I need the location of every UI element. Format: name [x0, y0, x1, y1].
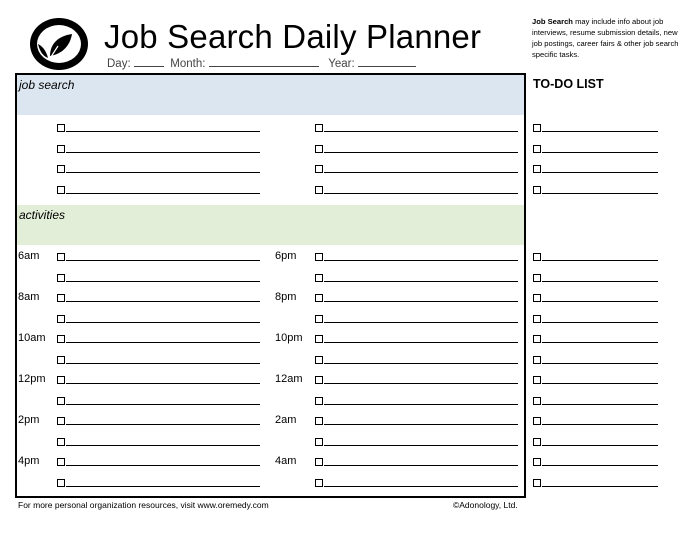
todo-item[interactable]	[533, 251, 659, 265]
checkbox[interactable]	[57, 356, 65, 364]
write-line[interactable]	[324, 445, 518, 446]
write-line[interactable]	[66, 383, 260, 384]
checkbox[interactable]	[57, 376, 65, 384]
write-line[interactable]	[324, 383, 518, 384]
write-line[interactable]	[324, 404, 518, 405]
job-search-note	[532, 16, 682, 60]
todo-item[interactable]	[533, 122, 659, 136]
day-label: Day:	[107, 58, 131, 70]
write-line[interactable]	[324, 342, 518, 343]
activity-slot-right[interactable]	[315, 313, 519, 327]
activity-slot-right[interactable]	[315, 272, 519, 286]
checkbox[interactable]	[315, 124, 323, 132]
todo-item[interactable]	[533, 143, 659, 157]
checkbox[interactable]	[315, 186, 323, 194]
checkbox[interactable]	[57, 124, 65, 132]
write-line[interactable]	[66, 193, 260, 194]
write-line[interactable]	[66, 445, 260, 446]
footer-resources: For more personal organization resources, visit www.oremedy.com	[18, 500, 269, 510]
checkbox[interactable]	[533, 335, 541, 343]
checkbox[interactable]	[315, 479, 323, 487]
checkbox[interactable]	[57, 417, 65, 425]
activity-slot-left[interactable]	[57, 477, 261, 491]
todo-item[interactable]	[533, 272, 659, 286]
job-search-task-right[interactable]	[315, 163, 519, 177]
job-search-task-right[interactable]	[315, 143, 519, 157]
time-label-left: 2pm	[18, 414, 40, 426]
todo-item[interactable]	[533, 313, 659, 327]
leaf-logo-icon	[28, 16, 90, 72]
write-line[interactable]	[66, 301, 260, 302]
checkbox[interactable]	[533, 458, 541, 466]
checkbox[interactable]	[315, 397, 323, 405]
write-line[interactable]	[324, 424, 518, 425]
checkbox[interactable]	[57, 186, 65, 194]
checkbox[interactable]	[315, 335, 323, 343]
checkbox[interactable]	[533, 376, 541, 384]
activity-slot-right[interactable]	[315, 251, 519, 265]
checkbox[interactable]	[57, 438, 65, 446]
time-label-right: 8pm	[275, 291, 297, 303]
job-search-task-left[interactable]	[57, 163, 261, 177]
write-line[interactable]	[542, 172, 658, 173]
time-label-left: 10am	[18, 332, 46, 344]
write-line[interactable]	[324, 193, 518, 194]
todo-item[interactable]	[533, 354, 659, 368]
checkbox[interactable]	[533, 165, 541, 173]
activity-slot-left[interactable]	[57, 374, 261, 388]
checkbox[interactable]	[315, 356, 323, 364]
write-line[interactable]	[542, 465, 658, 466]
write-line[interactable]	[324, 301, 518, 302]
write-line[interactable]	[542, 342, 658, 343]
checkbox[interactable]	[533, 356, 541, 364]
write-line[interactable]	[66, 363, 260, 364]
activity-slot-right[interactable]	[315, 354, 519, 368]
write-line[interactable]	[542, 322, 658, 323]
month-field[interactable]	[209, 56, 319, 67]
write-line[interactable]	[324, 131, 518, 132]
write-line[interactable]	[66, 131, 260, 132]
write-line[interactable]	[542, 193, 658, 194]
time-label-right: 10pm	[275, 332, 303, 344]
activity-slot-left[interactable]	[57, 272, 261, 286]
checkbox[interactable]	[533, 186, 541, 194]
checkbox[interactable]	[533, 253, 541, 261]
checkbox[interactable]	[57, 397, 65, 405]
activity-slot-left[interactable]	[57, 333, 261, 347]
checkbox[interactable]	[57, 165, 65, 173]
write-line[interactable]	[542, 281, 658, 282]
month-label: Month:	[170, 58, 206, 70]
job-search-task-left[interactable]	[57, 143, 261, 157]
write-line[interactable]	[66, 172, 260, 173]
time-label-right: 2am	[275, 414, 297, 426]
write-line[interactable]	[542, 131, 658, 132]
checkbox[interactable]	[533, 145, 541, 153]
job-search-heading: job search	[19, 78, 75, 92]
checkbox[interactable]	[533, 479, 541, 487]
write-line[interactable]	[542, 363, 658, 364]
activity-slot-left[interactable]	[57, 251, 261, 265]
activity-slot-left[interactable]	[57, 395, 261, 409]
todo-item[interactable]	[533, 292, 659, 306]
write-line[interactable]	[542, 445, 658, 446]
checkbox[interactable]	[57, 315, 65, 323]
todo-item[interactable]	[533, 456, 659, 470]
activity-slot-right[interactable]	[315, 477, 519, 491]
write-line[interactable]	[542, 301, 658, 302]
activity-slot-right[interactable]	[315, 436, 519, 450]
time-label-left: 12pm	[18, 373, 46, 385]
write-line[interactable]	[324, 260, 518, 261]
write-line[interactable]	[66, 342, 260, 343]
footer-copyright: ©Adonology, Ltd.	[453, 500, 518, 510]
time-label-left: 6am	[18, 250, 40, 262]
time-label-right: 12am	[275, 373, 303, 385]
checkbox[interactable]	[533, 315, 541, 323]
activity-slot-right[interactable]	[315, 374, 519, 388]
checkbox[interactable]	[57, 335, 65, 343]
write-line[interactable]	[324, 172, 518, 173]
checkbox[interactable]	[315, 458, 323, 466]
activity-slot-left[interactable]	[57, 436, 261, 450]
todo-item[interactable]	[533, 436, 659, 450]
checkbox[interactable]	[533, 294, 541, 302]
todo-item[interactable]	[533, 163, 659, 177]
checkbox[interactable]	[315, 438, 323, 446]
note-text: may include info about job interviews, resume submission details, new job postings, career fairs & other job search specific tasks.	[532, 17, 679, 59]
activity-slot-right[interactable]	[315, 333, 519, 347]
activity-slot-left[interactable]	[57, 415, 261, 429]
activity-slot-right[interactable]	[315, 415, 519, 429]
write-line[interactable]	[66, 281, 260, 282]
write-line[interactable]	[66, 404, 260, 405]
write-line[interactable]	[542, 404, 658, 405]
activity-slot-right[interactable]	[315, 395, 519, 409]
time-label-right: 4am	[275, 455, 297, 467]
job-search-task-right[interactable]	[315, 184, 519, 198]
write-line[interactable]	[324, 486, 518, 487]
todo-item[interactable]	[533, 184, 659, 198]
activities-heading: activities	[19, 208, 66, 222]
write-line[interactable]	[324, 322, 518, 323]
checkbox[interactable]	[315, 315, 323, 323]
todo-item[interactable]	[533, 333, 659, 347]
checkbox[interactable]	[533, 397, 541, 405]
job-search-task-left[interactable]	[57, 122, 261, 136]
todo-item[interactable]	[533, 415, 659, 429]
checkbox[interactable]	[57, 253, 65, 261]
checkbox[interactable]	[57, 274, 65, 282]
checkbox[interactable]	[533, 438, 541, 446]
job-search-task-left[interactable]	[57, 184, 261, 198]
write-line[interactable]	[66, 322, 260, 323]
day-field[interactable]	[134, 56, 164, 67]
time-label-left: 4pm	[18, 455, 40, 467]
write-line[interactable]	[542, 260, 658, 261]
job-search-task-right[interactable]	[315, 122, 519, 136]
checkbox[interactable]	[315, 253, 323, 261]
write-line[interactable]	[542, 486, 658, 487]
checkbox[interactable]	[315, 145, 323, 153]
activity-slot-left[interactable]	[57, 456, 261, 470]
write-line[interactable]	[66, 260, 260, 261]
write-line[interactable]	[66, 486, 260, 487]
checkbox[interactable]	[533, 274, 541, 282]
checkbox[interactable]	[315, 417, 323, 425]
checkbox[interactable]	[315, 165, 323, 173]
checkbox[interactable]	[533, 417, 541, 425]
checkbox[interactable]	[57, 458, 65, 466]
todo-heading: TO-DO LIST	[533, 77, 604, 91]
activity-slot-left[interactable]	[57, 354, 261, 368]
activity-slot-right[interactable]	[315, 292, 519, 306]
year-label: Year:	[328, 58, 355, 70]
write-line[interactable]	[324, 152, 518, 153]
page-title: Job Search Daily Planner	[104, 18, 482, 55]
time-label-right: 6pm	[275, 250, 297, 262]
write-line[interactable]	[542, 424, 658, 425]
activity-slot-left[interactable]	[57, 313, 261, 327]
checkbox[interactable]	[57, 145, 65, 153]
write-line[interactable]	[542, 152, 658, 153]
date-fields	[107, 56, 416, 70]
year-field[interactable]	[358, 56, 416, 67]
write-line[interactable]	[66, 152, 260, 153]
todo-item[interactable]	[533, 374, 659, 388]
checkbox[interactable]	[57, 294, 65, 302]
checkbox[interactable]	[315, 294, 323, 302]
write-line[interactable]	[324, 465, 518, 466]
write-line[interactable]	[66, 465, 260, 466]
todo-item[interactable]	[533, 395, 659, 409]
write-line[interactable]	[542, 383, 658, 384]
checkbox[interactable]	[533, 124, 541, 132]
todo-item[interactable]	[533, 477, 659, 491]
write-line[interactable]	[324, 281, 518, 282]
write-line[interactable]	[324, 363, 518, 364]
activity-slot-left[interactable]	[57, 292, 261, 306]
checkbox[interactable]	[57, 479, 65, 487]
write-line[interactable]	[66, 424, 260, 425]
activity-slot-right[interactable]	[315, 456, 519, 470]
checkbox[interactable]	[315, 274, 323, 282]
time-label-left: 8am	[18, 291, 40, 303]
note-bold: Job Search	[532, 17, 573, 26]
checkbox[interactable]	[315, 376, 323, 384]
